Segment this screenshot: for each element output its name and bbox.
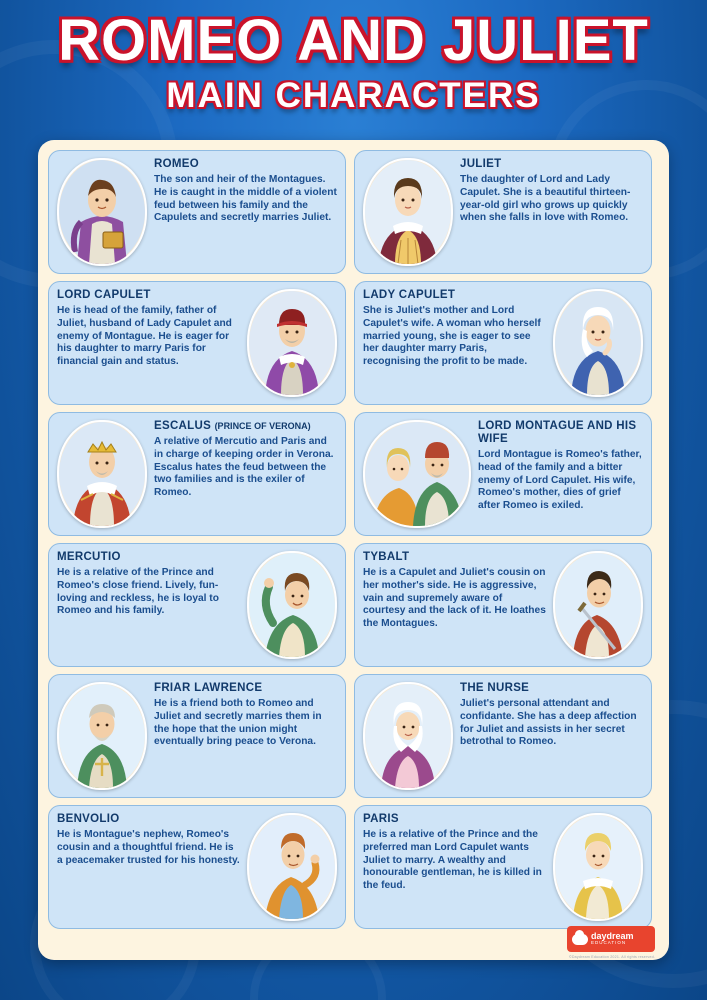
character-name: FRIAR LAWRENCE (154, 682, 263, 694)
character-text (154, 682, 337, 790)
character-text (478, 420, 643, 528)
tybalt-portrait-icon (553, 551, 643, 659)
character-card-juliet (354, 150, 652, 274)
juliet-portrait-icon (363, 158, 453, 266)
character-name: LORD CAPULET (57, 289, 151, 301)
character-card-escalus (48, 412, 346, 536)
character-text (57, 289, 240, 397)
character-description: Juliet's personal attendant and confidante. She has a deep affection for Juliet and assists in her secret betrothal to Romeo. (460, 698, 637, 748)
page-title: ROMEO AND JULIET (58, 8, 649, 73)
character-name: JULIET (460, 158, 502, 170)
character-text (363, 813, 546, 921)
character-grid (48, 150, 659, 929)
character-description: He is a relative of the Prince and Romeo's close friend. Lively, fun-loving and reckless, he is loyal to Romeo and his family. (57, 567, 219, 617)
character-card-mercutio (48, 543, 346, 667)
friar-lawrence-portrait-icon (57, 682, 147, 790)
poster-header (0, 0, 707, 113)
mercutio-portrait-icon (247, 551, 337, 659)
character-card-lord-montague (354, 412, 652, 536)
character-text (460, 158, 643, 266)
character-name: TYBALT (363, 551, 410, 563)
lord-capulet-portrait-icon (247, 289, 337, 397)
character-name-qualifier: (PRINCE OF VERONA) (214, 421, 311, 431)
daydream-logo (567, 926, 655, 952)
character-card-benvolio (48, 805, 346, 929)
character-card-tybalt (354, 543, 652, 667)
character-name: LADY CAPULET (363, 289, 456, 301)
character-name (154, 420, 337, 433)
character-text (154, 158, 337, 266)
character-name: BENVOLIO (57, 813, 120, 825)
characters-panel (38, 140, 669, 960)
character-text (57, 551, 240, 659)
logo-name: daydream (591, 931, 634, 942)
logo-text (591, 932, 634, 946)
character-description: The daughter of Lord and Lady Capulet. She is a beautiful thirteen-year-old girl who grows up quickly when she falls in love with Romeo. (460, 174, 631, 224)
character-text (57, 813, 240, 921)
character-description: He is a Capulet and Juliet's cousin on her mother's side. He is aggressive, vain and supremely aware of courtesy and the lack of it. He loathes the Montagues. (363, 567, 546, 629)
character-description: He is head of the family, father of Juliet, husband of Lady Capulet and enemy of Montague. He is eager for his daughter to marry Paris for financial gain and status. (57, 305, 232, 367)
paris-portrait-icon (553, 813, 643, 921)
lady-capulet-portrait-icon (553, 289, 643, 397)
character-card-romeo (48, 150, 346, 274)
character-text (363, 289, 546, 397)
character-name: PARIS (363, 813, 399, 825)
character-card-lord-capulet (48, 281, 346, 405)
page-subtitle: MAIN CHARACTERS (166, 76, 541, 115)
character-card-friar-lawrence (48, 674, 346, 798)
character-name: THE NURSE (460, 682, 530, 694)
benvolio-portrait-icon (247, 813, 337, 921)
character-card-lady-capulet (354, 281, 652, 405)
nurse-portrait-icon (363, 682, 453, 790)
character-description: He is a friend both to Romeo and Juliet and secretly marries them in the hope that the union might eventually bring peace to Verona. (154, 698, 322, 748)
logo-tagline: EDUCATION (591, 940, 627, 946)
copyright-text: ©Daydream Education 2021. All rights reserved. (569, 955, 655, 959)
character-description: A relative of Mercutio and Paris and in charge of keeping order in Verona. Escalus hates the feud between the two families and is the exiler of Romeo. (154, 436, 334, 498)
character-text (363, 551, 546, 659)
escalus-portrait-icon (57, 420, 147, 528)
cloud-icon (572, 934, 588, 945)
character-card-paris (354, 805, 652, 929)
character-description: He is Montague's nephew, Romeo's cousin and a thoughtful friend. He is a peacemaker trusted for his honesty. (57, 829, 240, 866)
montague-couple-portrait-icon (363, 420, 471, 528)
character-text (460, 682, 643, 790)
character-name: ROMEO (154, 158, 199, 170)
character-description: She is Juliet's mother and Lord Capulet's wife. A woman who herself married young, she is eager to see her daughter marry Paris, recognising the profit to be made. (363, 305, 541, 367)
character-name: MERCUTIO (57, 551, 121, 563)
character-description: The son and heir of the Montagues. He is caught in the middle of a violent feud between his family and the Capulets and secretly marries Juliet. (154, 174, 337, 224)
romeo-portrait-icon (57, 158, 147, 266)
character-card-the-nurse (354, 674, 652, 798)
character-description: He is a relative of the Prince and the preferred man Lord Capulet wants Juliet to marry. A wealthy and honourable gentleman, he is killed in the feud. (363, 829, 542, 891)
character-name-main: ESCALUS (154, 420, 212, 432)
character-text (154, 420, 337, 528)
character-description: Lord Montague is Romeo's father, head of the family and a bitter enemy of Lord Capulet. His wife, Romeo's mother, dies of grief after Romeo is exiled. (478, 449, 642, 511)
character-name: LORD MONTAGUE AND HIS WIFE (478, 420, 637, 446)
